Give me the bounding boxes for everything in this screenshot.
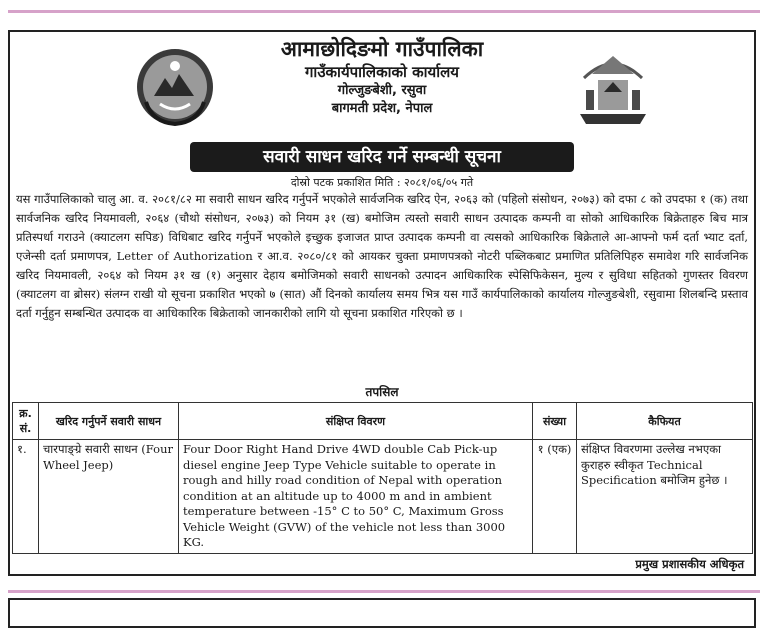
specification-table [12, 402, 753, 554]
bottom-divider [8, 590, 760, 593]
header-vehicle: खरिद गर्नुपर्ने सवारी साधन [39, 403, 179, 440]
signature: प्रमुख प्रशासकीय अधिकृत [635, 557, 744, 571]
notice-header [10, 36, 754, 118]
header-serial: क्र. सं. [13, 403, 39, 440]
office-location: गोल्जुङबेशी, रसुवा [337, 83, 427, 98]
cell-remarks: संक्षिप्त विवरणमा उल्लेख नभएका कुराहरु स्वीकृत Technical Specification बमोजिम हुनेछ । [577, 440, 753, 554]
published-date: दोस्रो पटक प्रकाशित मिति : २०८१/०६/०५ गते [290, 176, 474, 189]
municipality-name: आमाछोदिङमो गाउँपालिका [280, 37, 484, 61]
public-notice [8, 30, 756, 576]
next-notice-box [8, 598, 756, 628]
table-row [13, 440, 753, 554]
header-description: संक्षिप्त विवरण [179, 403, 533, 440]
header-quantity: संख्या [533, 403, 577, 440]
cell-quantity: १ (एक) [533, 440, 577, 554]
top-divider [8, 10, 760, 13]
province-line: बागमती प्रदेश, नेपाल [331, 101, 433, 116]
notice-body: यस गाउँपालिकाको चालु आ. व. २०८१/८२ मा सवारी साधन खरिद गर्नुपर्ने भएकोले सार्वजनिक खरिद ऐन, २०६३ को (पहिलो संसोधन, २०७३) को दफा ८ को उपदफा १ (क) तथा सार्वजनिक खरिद नियमावली, २०६४ (चौथो संसोधन, २०७३) को नियम ३१ (ख) बमोजिम त्यस्तो सवारी साधन उत्पादक कम्पनी वा सोको आधिकारिक बिक्रेताहरु बिच मात्र प्रतिस्पर्धा गराउने (क्याटलग सपिङ) विधिबाट खरिद गर्नुपर्ने भएकोले इच्छुक इजाजत प्राप्त उत्पादक कम्पनी वा त्यसको आधिकारिक बिक्रेताले आ-आफ्नो फर्म दर्ता भ्याट दर्ता, एजेन्सी दर्ता प्रमाणपत्र, Letter of Authorization र आ.व. २०८०/८१ को आयकर चुक्ता प्रमाणपत्रको नोटरी पब्लिकबाट प्रमाणित प्रतिलिपिहरु समावेश गरि सार्वजनिक खरिद नियमावली, २०६४ को नियम ३१ ख (१) अनुसार देहाय बमोजिमको सवारी साधनको उत्पादन आधिकारिक स्पेसिफिकेसन, मुल्य र सुविधा सहितको गुणस्तर विवरण (क्याटलग वा ब्रोसर) संलग्न राखी यो सूचना प्रकाशित भएको ७ (सात) औं दिनको कार्यालय समय भित्र यस गाउँ कार्यपालिकाको कार्यालय गोल्जुङबेशी, रसुवामा शिलबन्दि प्रस्ताव दर्ता गर्नुहुन सम्बन्धित उत्पादक वा आधिकारिक बिक्रेताको जानकारीको लागि यो सूचना प्रकाशित गरिएको छ । [16, 192, 748, 320]
table-heading: तपसिल [365, 385, 399, 399]
office-name: गाउँकार्यपालिकाको कार्यालय [304, 63, 459, 81]
cell-vehicle: चारपाङ्ग्रे सवारी साधन (Four Wheel Jeep) [39, 440, 179, 554]
notice-title: सवारी साधन खरिद गर्ने सम्बन्धी सूचना [190, 142, 574, 172]
cell-serial: १. [13, 440, 39, 554]
header-remarks: कैफियत [577, 403, 753, 440]
table-header-row [13, 403, 753, 440]
cell-description: Four Door Right Hand Drive 4WD double Cab Pick-up diesel engine Jeep Type Vehicle suitable to operate in rough and hilly road condition of Nepal with operation condition at an altitude up to 4000 m and in ambient temperature between -15° C to 50° C, Maximum Gross Vehicle Weight (GVW) of the vehicle not less than 3000 KG. [179, 440, 533, 554]
